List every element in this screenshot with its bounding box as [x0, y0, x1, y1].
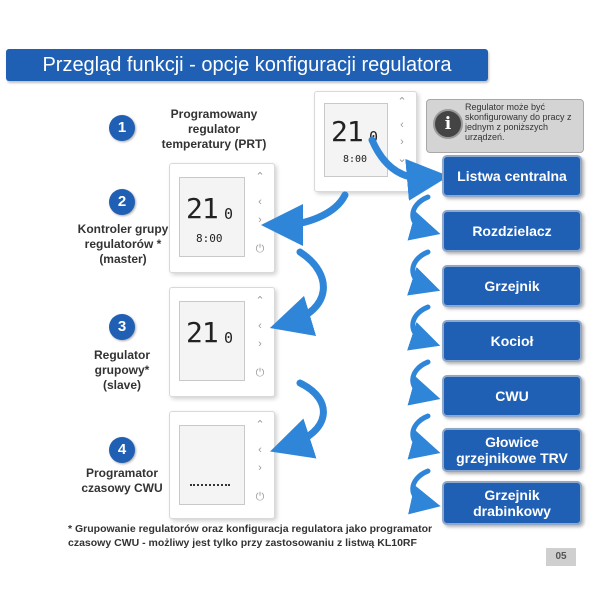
chevron-right-icon: › [400, 136, 404, 148]
bracket-arrow-5 [413, 416, 428, 449]
option-glowice-trv: Głowice grzejnikowe TRV [442, 428, 582, 472]
arrow-to-listwa [372, 140, 428, 178]
bracket-arrow-6 [413, 471, 428, 503]
bracket-arrow-3 [413, 307, 428, 341]
temperature-decimal: 0 [224, 205, 234, 223]
option-listwa-centralna: Listwa centralna [442, 155, 582, 197]
temperature-decimal: 0 [224, 329, 234, 347]
option-grzejnik: Grzejnik [442, 265, 582, 307]
up-icon: ⌃ [255, 171, 265, 183]
temperature-digits: 21 [186, 192, 218, 225]
step-1-caption: Programowany regulator temperatury (PRT) [161, 107, 267, 151]
temperature-digits: 21 [331, 115, 363, 148]
chevron-right-icon: › [258, 214, 262, 226]
step-3-number: 3 [109, 314, 135, 340]
arrow-prt-to-master [282, 195, 345, 225]
step-3-caption: Regulator grupowy* (slave) [93, 348, 150, 392]
time-readout: 8:00 [196, 232, 223, 245]
up-icon: ⌃ [255, 295, 265, 307]
step-2-number: 2 [109, 189, 135, 215]
option-grzejnik-drabinkowy: Grzejnik drabinkowy [442, 481, 582, 525]
bracket-arrow-1 [413, 197, 428, 230]
option-rozdzielacz: Rozdzielacz [442, 210, 582, 252]
chevron-left-icon: ‹ [258, 444, 262, 456]
info-text: Regulator może być skonfigurowany do pracy z jednym z poniższych urządzeń. [465, 102, 572, 142]
info-icon: i [433, 109, 463, 139]
info-box [426, 99, 584, 153]
bracket-arrow-2 [413, 252, 428, 286]
step-2-caption: Kontroler grupy regulatorów * (master) [77, 222, 169, 266]
step-4-number: 4 [109, 437, 135, 463]
arrow-master-to-slave [290, 252, 323, 322]
chevron-right-icon: › [258, 462, 262, 474]
power-icon: ⏻ [255, 243, 265, 255]
up-icon: ⌃ [255, 419, 265, 431]
power-icon: ⏻ [255, 491, 265, 503]
time-readout: 8:00 [343, 154, 368, 165]
page-number: 05 [546, 548, 576, 566]
power-icon: ⏻ [255, 367, 265, 379]
bracket-arrow-4 [413, 362, 428, 395]
temperature-decimal: 0 [369, 128, 379, 146]
option-kociol: Kocioł [442, 320, 582, 362]
option-cwu: CWU [442, 375, 582, 417]
temperature-digits: 21 [186, 316, 218, 349]
chevron-left-icon: ‹ [400, 119, 404, 131]
step-1-number: 1 [109, 115, 135, 141]
chevron-left-icon: ‹ [258, 196, 262, 208]
chevron-right-icon: › [258, 338, 262, 350]
chevron-left-icon: ‹ [258, 320, 262, 332]
up-icon: ⌃ [397, 96, 407, 108]
footnote: * Grupowanie regulatorów oraz konfiguracja regulatora jako programator czasowy CWU - możliwy jest tylko przy zastosowaniu z listwą KL10RF [68, 523, 433, 549]
chevron-down-icon: ⌄ [397, 153, 407, 165]
arrow-slave-to-timer [290, 383, 323, 445]
page-title: Przegląd funkcji - opcje konfiguracji regulatora [42, 54, 452, 76]
step-4-caption: Programator czasowy CWU [81, 466, 163, 495]
